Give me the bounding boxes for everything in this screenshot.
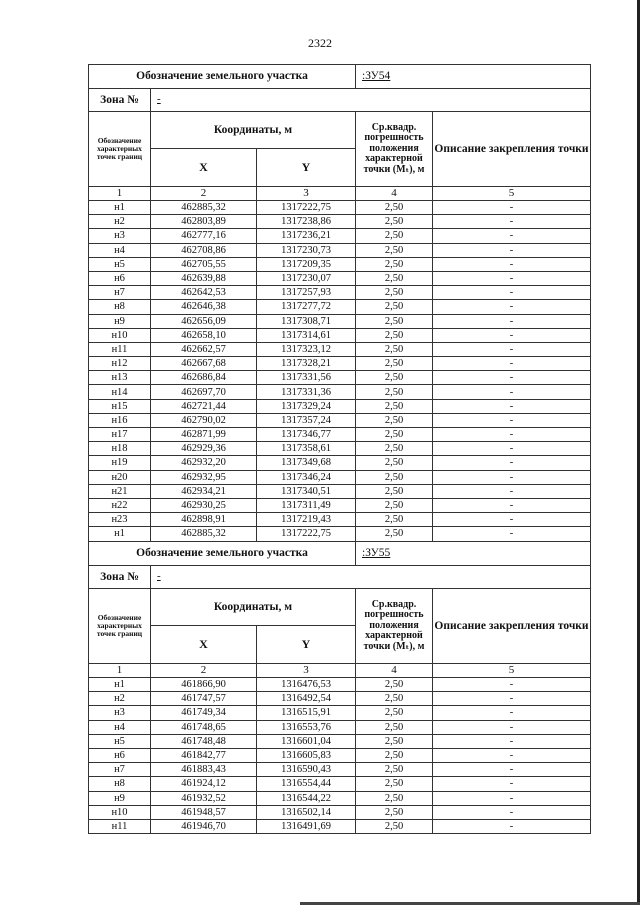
y-cell: 1317222,75 xyxy=(257,527,356,541)
x-cell: 462646,38 xyxy=(151,300,257,314)
error-cell: 2,50 xyxy=(356,399,433,413)
table-row xyxy=(89,257,591,271)
point-cell: н21 xyxy=(89,484,151,498)
column-number: 3 xyxy=(257,187,356,201)
y-cell: 1317329,24 xyxy=(257,399,356,413)
x-cell: 461883,43 xyxy=(151,763,257,777)
y-cell: 1317323,12 xyxy=(257,342,356,356)
point-cell: н3 xyxy=(89,229,151,243)
y-cell: 1317236,21 xyxy=(257,229,356,243)
x-cell: 461866,90 xyxy=(151,678,257,692)
error-cell: 2,50 xyxy=(356,442,433,456)
point-cell: н22 xyxy=(89,498,151,512)
y-cell: 1316601,04 xyxy=(257,734,356,748)
table-row xyxy=(89,413,591,427)
description-cell: - xyxy=(433,527,591,541)
point-cell: н9 xyxy=(89,314,151,328)
table-row xyxy=(89,456,591,470)
plot-title-row xyxy=(89,542,591,566)
table-row xyxy=(89,720,591,734)
point-cell: н2 xyxy=(89,215,151,229)
point-cell: н20 xyxy=(89,470,151,484)
error-cell: 2,50 xyxy=(356,314,433,328)
x-cell: 462686,84 xyxy=(151,371,257,385)
point-cell: н11 xyxy=(89,819,151,833)
point-cell: н7 xyxy=(89,763,151,777)
description-cell: - xyxy=(433,215,591,229)
x-cell: 462930,25 xyxy=(151,498,257,512)
point-cell: н1 xyxy=(89,678,151,692)
description-cell: - xyxy=(433,271,591,285)
error-cell: 2,50 xyxy=(356,484,433,498)
table-row xyxy=(89,271,591,285)
error-cell: 2,50 xyxy=(356,791,433,805)
table-row xyxy=(89,527,591,541)
point-cell: н8 xyxy=(89,300,151,314)
point-cell: н19 xyxy=(89,456,151,470)
x-cell: 462803,89 xyxy=(151,215,257,229)
y-header: Y xyxy=(257,149,356,187)
description-cell: - xyxy=(433,734,591,748)
x-cell: 461932,52 xyxy=(151,791,257,805)
table-row xyxy=(89,201,591,215)
point-cell: н6 xyxy=(89,271,151,285)
error-cell: 2,50 xyxy=(356,805,433,819)
table-row xyxy=(89,357,591,371)
point-cell: н18 xyxy=(89,442,151,456)
y-cell: 1317357,24 xyxy=(257,413,356,427)
x-cell: 462898,91 xyxy=(151,513,257,527)
y-cell: 1317346,24 xyxy=(257,470,356,484)
table-body xyxy=(89,201,591,542)
column-numbers-row xyxy=(89,187,591,201)
table-row xyxy=(89,442,591,456)
description-cell: - xyxy=(433,442,591,456)
point-cell: н1 xyxy=(89,527,151,541)
zone-value: - xyxy=(151,89,591,112)
description-cell: - xyxy=(433,342,591,356)
point-cell: н5 xyxy=(89,734,151,748)
y-cell: 1317314,61 xyxy=(257,328,356,342)
error-cell: 2,50 xyxy=(356,692,433,706)
description-header: Описание закрепления точки xyxy=(433,589,591,664)
error-cell: 2,50 xyxy=(356,413,433,427)
column-number: 2 xyxy=(151,187,257,201)
zone-label: Зона № xyxy=(89,89,151,112)
table-row xyxy=(89,399,591,413)
description-cell: - xyxy=(433,257,591,271)
x-cell: 462932,95 xyxy=(151,470,257,484)
table-row xyxy=(89,243,591,257)
error-header: Ср.квадр. погрешность положения характерной точки (Mₜ), м xyxy=(356,589,433,664)
x-cell: 461748,48 xyxy=(151,734,257,748)
error-cell: 2,50 xyxy=(356,428,433,442)
x-cell: 462708,86 xyxy=(151,243,257,257)
zone-row xyxy=(89,566,591,589)
description-cell: - xyxy=(433,428,591,442)
y-cell: 1316554,44 xyxy=(257,777,356,791)
description-cell: - xyxy=(433,692,591,706)
point-cell: н13 xyxy=(89,371,151,385)
zone-row xyxy=(89,89,591,112)
error-cell: 2,50 xyxy=(356,678,433,692)
table-row xyxy=(89,371,591,385)
y-cell: 1317358,61 xyxy=(257,442,356,456)
y-cell: 1317331,36 xyxy=(257,385,356,399)
x-header: X xyxy=(151,149,257,187)
description-cell: - xyxy=(433,678,591,692)
y-cell: 1317328,21 xyxy=(257,357,356,371)
error-cell: 2,50 xyxy=(356,734,433,748)
table-row xyxy=(89,470,591,484)
x-cell: 462656,09 xyxy=(151,314,257,328)
y-header: Y xyxy=(257,626,356,664)
y-cell: 1317209,35 xyxy=(257,257,356,271)
description-cell: - xyxy=(433,720,591,734)
error-cell: 2,50 xyxy=(356,748,433,762)
table-row xyxy=(89,300,591,314)
x-cell: 462662,57 xyxy=(151,342,257,356)
x-header: X xyxy=(151,626,257,664)
point-cell: н16 xyxy=(89,413,151,427)
y-cell: 1317257,93 xyxy=(257,286,356,300)
description-cell: - xyxy=(433,456,591,470)
description-cell: - xyxy=(433,706,591,720)
point-cell: н6 xyxy=(89,748,151,762)
table-row xyxy=(89,805,591,819)
column-number: 1 xyxy=(89,664,151,678)
table-body xyxy=(89,678,591,834)
table-row xyxy=(89,229,591,243)
error-cell: 2,50 xyxy=(356,513,433,527)
coordinates-header: Координаты, м xyxy=(151,589,356,626)
y-cell: 1316515,91 xyxy=(257,706,356,720)
table-row xyxy=(89,748,591,762)
point-cell: н17 xyxy=(89,428,151,442)
error-cell: 2,50 xyxy=(356,819,433,833)
error-cell: 2,50 xyxy=(356,720,433,734)
plot-designation-label: Обозначение земельного участка xyxy=(89,542,356,566)
point-cell: н3 xyxy=(89,706,151,720)
y-cell: 1317349,68 xyxy=(257,456,356,470)
x-cell: 462929,36 xyxy=(151,442,257,456)
point-cell: н10 xyxy=(89,805,151,819)
table-row xyxy=(89,706,591,720)
table-row xyxy=(89,791,591,805)
error-cell: 2,50 xyxy=(356,271,433,285)
x-cell: 461749,34 xyxy=(151,706,257,720)
y-cell: 1316553,76 xyxy=(257,720,356,734)
x-cell: 462658,10 xyxy=(151,328,257,342)
error-cell: 2,50 xyxy=(356,257,433,271)
x-cell: 461748,65 xyxy=(151,720,257,734)
plot-title-row xyxy=(89,65,591,89)
y-cell: 1316476,53 xyxy=(257,678,356,692)
error-cell: 2,50 xyxy=(356,385,433,399)
description-cell: - xyxy=(433,791,591,805)
header-row xyxy=(89,589,591,626)
table-row xyxy=(89,328,591,342)
column-numbers-row xyxy=(89,664,591,678)
y-cell: 1317346,77 xyxy=(257,428,356,442)
x-cell: 462885,32 xyxy=(151,527,257,541)
point-cell: н4 xyxy=(89,720,151,734)
point-cell: н14 xyxy=(89,385,151,399)
y-cell: 1317311,49 xyxy=(257,498,356,512)
zone-value: - xyxy=(151,566,591,589)
x-cell: 461946,70 xyxy=(151,819,257,833)
x-cell: 461842,77 xyxy=(151,748,257,762)
table-row xyxy=(89,513,591,527)
description-cell: - xyxy=(433,286,591,300)
point-cell: н12 xyxy=(89,357,151,371)
column-number: 5 xyxy=(433,187,591,201)
y-cell: 1316605,83 xyxy=(257,748,356,762)
table-row xyxy=(89,484,591,498)
plot-id: :ЗУ55 xyxy=(356,542,591,566)
y-cell: 1316492,54 xyxy=(257,692,356,706)
y-cell: 1317308,71 xyxy=(257,314,356,328)
table-row xyxy=(89,734,591,748)
description-cell: - xyxy=(433,385,591,399)
error-cell: 2,50 xyxy=(356,201,433,215)
table-row xyxy=(89,498,591,512)
x-cell: 462885,32 xyxy=(151,201,257,215)
error-cell: 2,50 xyxy=(356,243,433,257)
error-cell: 2,50 xyxy=(356,498,433,512)
column-number: 3 xyxy=(257,664,356,678)
description-cell: - xyxy=(433,300,591,314)
error-cell: 2,50 xyxy=(356,706,433,720)
header-row xyxy=(89,112,591,149)
description-cell: - xyxy=(433,763,591,777)
coordinates-table-zu54 xyxy=(88,64,591,542)
description-cell: - xyxy=(433,371,591,385)
description-cell: - xyxy=(433,470,591,484)
description-cell: - xyxy=(433,357,591,371)
x-cell: 462871,99 xyxy=(151,428,257,442)
zone-label: Зона № xyxy=(89,566,151,589)
error-cell: 2,50 xyxy=(356,456,433,470)
table-row xyxy=(89,763,591,777)
description-cell: - xyxy=(433,805,591,819)
x-cell: 461747,57 xyxy=(151,692,257,706)
column-number: 4 xyxy=(356,664,433,678)
table-row xyxy=(89,777,591,791)
y-cell: 1316502,14 xyxy=(257,805,356,819)
plot-id: :ЗУ54 xyxy=(356,65,591,89)
point-cell: н4 xyxy=(89,243,151,257)
y-cell: 1317331,56 xyxy=(257,371,356,385)
point-cell: н7 xyxy=(89,286,151,300)
table-row xyxy=(89,286,591,300)
error-cell: 2,50 xyxy=(356,763,433,777)
point-cell: н23 xyxy=(89,513,151,527)
x-cell: 462639,88 xyxy=(151,271,257,285)
y-cell: 1316590,43 xyxy=(257,763,356,777)
table-row xyxy=(89,342,591,356)
column-number: 1 xyxy=(89,187,151,201)
points-designation-header: Обозначение характерных точек границ xyxy=(89,112,151,187)
description-cell: - xyxy=(433,748,591,762)
x-cell: 462932,20 xyxy=(151,456,257,470)
y-cell: 1317219,43 xyxy=(257,513,356,527)
x-cell: 462934,21 xyxy=(151,484,257,498)
y-cell: 1317222,75 xyxy=(257,201,356,215)
y-cell: 1317238,86 xyxy=(257,215,356,229)
description-cell: - xyxy=(433,819,591,833)
table-row xyxy=(89,428,591,442)
coordinates-table-zu55 xyxy=(88,541,591,834)
x-cell: 462721,44 xyxy=(151,399,257,413)
description-cell: - xyxy=(433,777,591,791)
error-cell: 2,50 xyxy=(356,286,433,300)
x-cell: 462777,16 xyxy=(151,229,257,243)
column-number: 5 xyxy=(433,664,591,678)
points-designation-header: Обозначение характерных точек границ xyxy=(89,589,151,664)
y-cell: 1317230,07 xyxy=(257,271,356,285)
description-header: Описание закрепления точки xyxy=(433,112,591,187)
y-cell: 1317230,73 xyxy=(257,243,356,257)
y-cell: 1316491,69 xyxy=(257,819,356,833)
description-cell: - xyxy=(433,484,591,498)
table-row xyxy=(89,385,591,399)
table-row xyxy=(89,819,591,833)
description-cell: - xyxy=(433,229,591,243)
x-cell: 462790,02 xyxy=(151,413,257,427)
point-cell: н15 xyxy=(89,399,151,413)
error-cell: 2,50 xyxy=(356,215,433,229)
description-cell: - xyxy=(433,498,591,512)
x-cell: 462667,68 xyxy=(151,357,257,371)
description-cell: - xyxy=(433,513,591,527)
description-cell: - xyxy=(433,314,591,328)
column-number: 4 xyxy=(356,187,433,201)
point-cell: н8 xyxy=(89,777,151,791)
description-cell: - xyxy=(433,413,591,427)
y-cell: 1317340,51 xyxy=(257,484,356,498)
table-row xyxy=(89,314,591,328)
error-cell: 2,50 xyxy=(356,371,433,385)
column-number: 2 xyxy=(151,664,257,678)
x-cell: 462705,55 xyxy=(151,257,257,271)
error-header: Ср.квадр. погрешность положения характерной точки (Mₜ), м xyxy=(356,112,433,187)
x-cell: 462697,70 xyxy=(151,385,257,399)
error-cell: 2,50 xyxy=(356,470,433,484)
error-cell: 2,50 xyxy=(356,229,433,243)
error-cell: 2,50 xyxy=(356,357,433,371)
description-cell: - xyxy=(433,243,591,257)
page-number: 2322 xyxy=(308,36,332,50)
point-cell: н9 xyxy=(89,791,151,805)
point-cell: н10 xyxy=(89,328,151,342)
table-row xyxy=(89,678,591,692)
error-cell: 2,50 xyxy=(356,300,433,314)
point-cell: н5 xyxy=(89,257,151,271)
plot-designation-label: Обозначение земельного участка xyxy=(89,65,356,89)
table-row xyxy=(89,215,591,229)
point-cell: н11 xyxy=(89,342,151,356)
description-cell: - xyxy=(433,328,591,342)
x-cell: 461924,12 xyxy=(151,777,257,791)
error-cell: 2,50 xyxy=(356,777,433,791)
y-cell: 1317277,72 xyxy=(257,300,356,314)
error-cell: 2,50 xyxy=(356,328,433,342)
point-cell: н1 xyxy=(89,201,151,215)
error-cell: 2,50 xyxy=(356,527,433,541)
point-cell: н2 xyxy=(89,692,151,706)
description-cell: - xyxy=(433,399,591,413)
y-cell: 1316544,22 xyxy=(257,791,356,805)
x-cell: 461948,57 xyxy=(151,805,257,819)
x-cell: 462642,53 xyxy=(151,286,257,300)
description-cell: - xyxy=(433,201,591,215)
table-row xyxy=(89,692,591,706)
coordinates-header: Координаты, м xyxy=(151,112,356,149)
error-cell: 2,50 xyxy=(356,342,433,356)
